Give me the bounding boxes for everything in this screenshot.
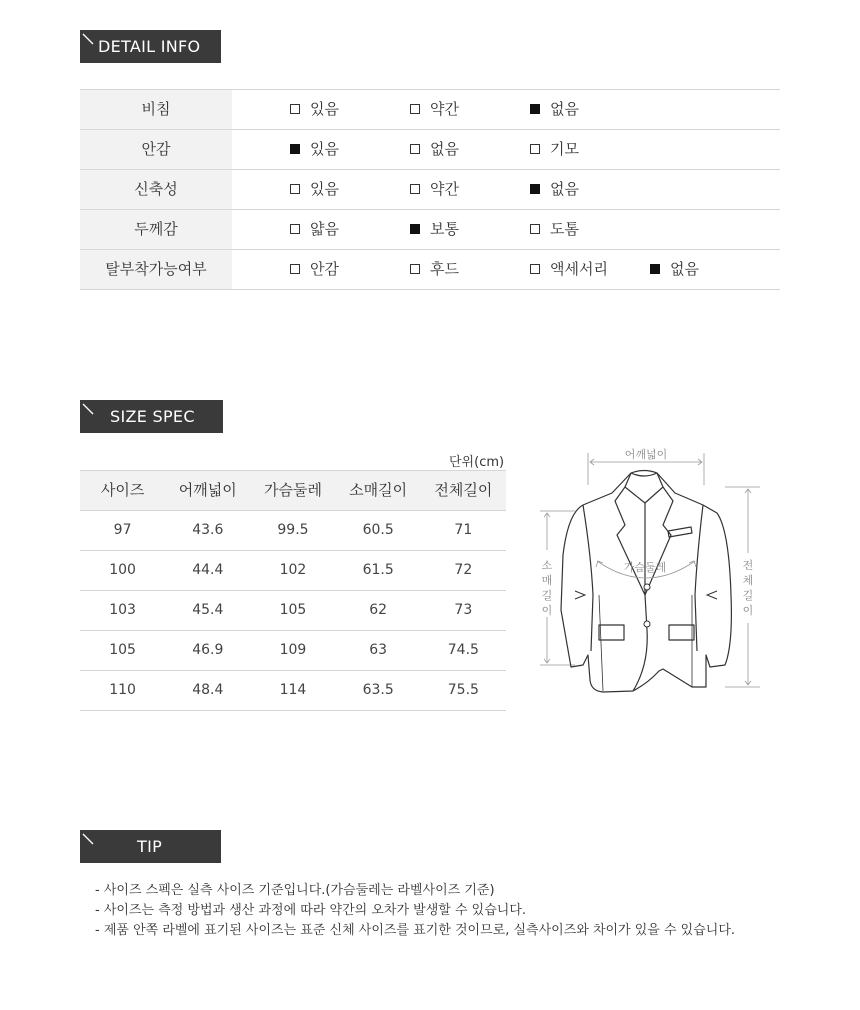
checkbox-icon xyxy=(290,104,300,114)
option xyxy=(290,250,339,289)
option xyxy=(410,130,459,169)
option xyxy=(410,210,459,249)
detail-row xyxy=(80,170,780,210)
option-label: 약간 xyxy=(430,180,459,198)
chest-label: 가슴둘레 xyxy=(623,561,667,574)
table-cell: 105 xyxy=(109,642,136,658)
checkbox-icon xyxy=(410,264,420,274)
option-label: 없음 xyxy=(550,100,579,118)
tip-line: - 사이즈 스펙은 실측 사이즈 기준입니다.(가슴둘레는 라벨사이즈 기준) xyxy=(95,883,495,898)
option-label: 안감 xyxy=(310,260,339,278)
row-label: 신축성 xyxy=(80,170,232,209)
checkbox-icon xyxy=(290,264,300,274)
checkbox-checked-icon xyxy=(530,184,540,194)
table-cell: 75.5 xyxy=(447,682,479,698)
row-label: 비침 xyxy=(80,90,232,129)
detail-row xyxy=(80,90,780,130)
option xyxy=(410,170,459,209)
corner-slash-icon xyxy=(82,833,94,845)
checkbox-icon xyxy=(410,144,420,154)
row-label: 두께감 xyxy=(80,210,232,249)
option-label: 있음 xyxy=(310,100,339,118)
table-cell: 72 xyxy=(454,562,473,578)
table-cell: 60.5 xyxy=(362,522,394,538)
row-label: 탈부착가능여부 xyxy=(80,250,232,289)
table-header-row xyxy=(80,471,506,511)
checkbox-checked-icon xyxy=(290,144,300,154)
tip-list xyxy=(95,881,735,941)
length-label-char: 이 xyxy=(742,604,754,617)
option xyxy=(410,90,459,129)
tip-header xyxy=(80,830,221,863)
option-label: 액세서리 xyxy=(550,260,608,278)
table-row xyxy=(80,511,506,551)
detail-info-header xyxy=(80,30,221,63)
sleeve-label-char: 이 xyxy=(541,604,553,617)
size-spec-table xyxy=(80,470,506,711)
length-label-char: 길 xyxy=(742,589,754,602)
table-cell: 114 xyxy=(279,682,307,698)
row-label: 안감 xyxy=(80,130,232,169)
column-header: 전체길이 xyxy=(434,481,493,499)
table-cell: 74.5 xyxy=(447,642,479,658)
option xyxy=(290,170,339,209)
size-spec-header xyxy=(80,400,223,433)
checkbox-icon xyxy=(530,224,540,234)
option xyxy=(410,250,459,289)
table-cell: 73 xyxy=(454,602,473,618)
option-label: 있음 xyxy=(310,180,339,198)
option-label: 없음 xyxy=(670,260,699,278)
shoulder-label: 어깨넓이 xyxy=(624,448,668,461)
column-header: 가슴둘레 xyxy=(263,481,322,499)
corner-slash-icon xyxy=(82,33,94,45)
option xyxy=(290,130,339,169)
sleeve-label-char: 길 xyxy=(541,589,553,602)
table-row xyxy=(80,591,506,631)
checkbox-checked-icon xyxy=(650,264,660,274)
table-cell: 103 xyxy=(109,602,136,618)
option xyxy=(530,250,608,289)
tip-line: - 사이즈는 측정 방법과 생산 과정에 따라 약간의 오차가 발생할 수 있습니다. xyxy=(95,903,527,918)
jacket-outline xyxy=(561,471,731,693)
sleeve-measure-line xyxy=(540,511,575,665)
table-cell: 43.6 xyxy=(192,522,224,538)
corner-slash-icon xyxy=(82,403,94,415)
size-spec-title: SIZE SPEC xyxy=(110,407,195,426)
table-cell: 61.5 xyxy=(362,562,394,578)
checkbox-icon xyxy=(410,184,420,194)
table-cell: 62 xyxy=(369,602,388,618)
length-label-char: 전 xyxy=(742,559,754,572)
jacket-measurement-diagram xyxy=(535,445,765,700)
checkbox-checked-icon xyxy=(410,224,420,234)
table-cell: 45.4 xyxy=(192,602,224,618)
table-cell: 97 xyxy=(113,522,132,538)
option-label: 얇음 xyxy=(310,220,339,238)
length-label-char: 체 xyxy=(742,574,754,587)
tip-line: - 제품 안쪽 라벨에 표기된 사이즈는 표준 신체 사이즈를 표기한 것이므로, 실측사이즈와 차이가 있을 수 있습니다. xyxy=(95,923,736,938)
option xyxy=(530,210,579,249)
table-row xyxy=(80,551,506,591)
column-header: 소매길이 xyxy=(349,481,408,499)
option xyxy=(290,90,339,129)
table-row xyxy=(80,631,506,671)
detail-info-table xyxy=(80,89,780,290)
checkbox-checked-icon xyxy=(530,104,540,114)
detail-row xyxy=(80,250,780,290)
table-cell: 110 xyxy=(109,682,136,698)
column-header: 어깨넓이 xyxy=(178,481,237,499)
table-cell: 63.5 xyxy=(362,682,394,698)
table-cell: 99.5 xyxy=(277,522,309,538)
option-label: 약간 xyxy=(430,100,459,118)
checkbox-icon xyxy=(290,184,300,194)
table-cell: 100 xyxy=(109,562,136,578)
checkbox-icon xyxy=(290,224,300,234)
checkbox-icon xyxy=(530,144,540,154)
column-header: 사이즈 xyxy=(100,481,145,499)
option-label: 도톰 xyxy=(550,220,579,238)
table-cell: 109 xyxy=(279,642,307,658)
table-cell: 63 xyxy=(369,642,388,658)
detail-row xyxy=(80,130,780,170)
table-cell: 102 xyxy=(279,562,307,578)
table-cell: 44.4 xyxy=(192,562,224,578)
table-cell: 71 xyxy=(454,522,473,538)
option-label: 보통 xyxy=(430,220,459,238)
option-label: 없음 xyxy=(430,140,459,158)
option-label: 있음 xyxy=(310,140,339,158)
sleeve-label-char: 소 xyxy=(541,559,553,572)
option xyxy=(530,130,579,169)
checkbox-icon xyxy=(410,104,420,114)
option xyxy=(650,250,699,289)
option-label: 후드 xyxy=(430,260,459,278)
detail-row xyxy=(80,210,780,250)
option xyxy=(530,170,579,209)
checkbox-icon xyxy=(530,264,540,274)
option xyxy=(290,210,339,249)
unit-label: 단위(cm) xyxy=(449,455,505,470)
sleeve-label-char: 매 xyxy=(541,574,553,587)
option-label: 기모 xyxy=(550,140,579,158)
option-label: 없음 xyxy=(550,180,579,198)
table-cell: 48.4 xyxy=(192,682,224,698)
detail-info-title: DETAIL INFO xyxy=(98,37,201,56)
table-row xyxy=(80,671,506,711)
option xyxy=(530,90,579,129)
tip-title: TIP xyxy=(137,837,163,856)
table-cell: 46.9 xyxy=(192,642,224,658)
table-cell: 105 xyxy=(279,602,307,618)
